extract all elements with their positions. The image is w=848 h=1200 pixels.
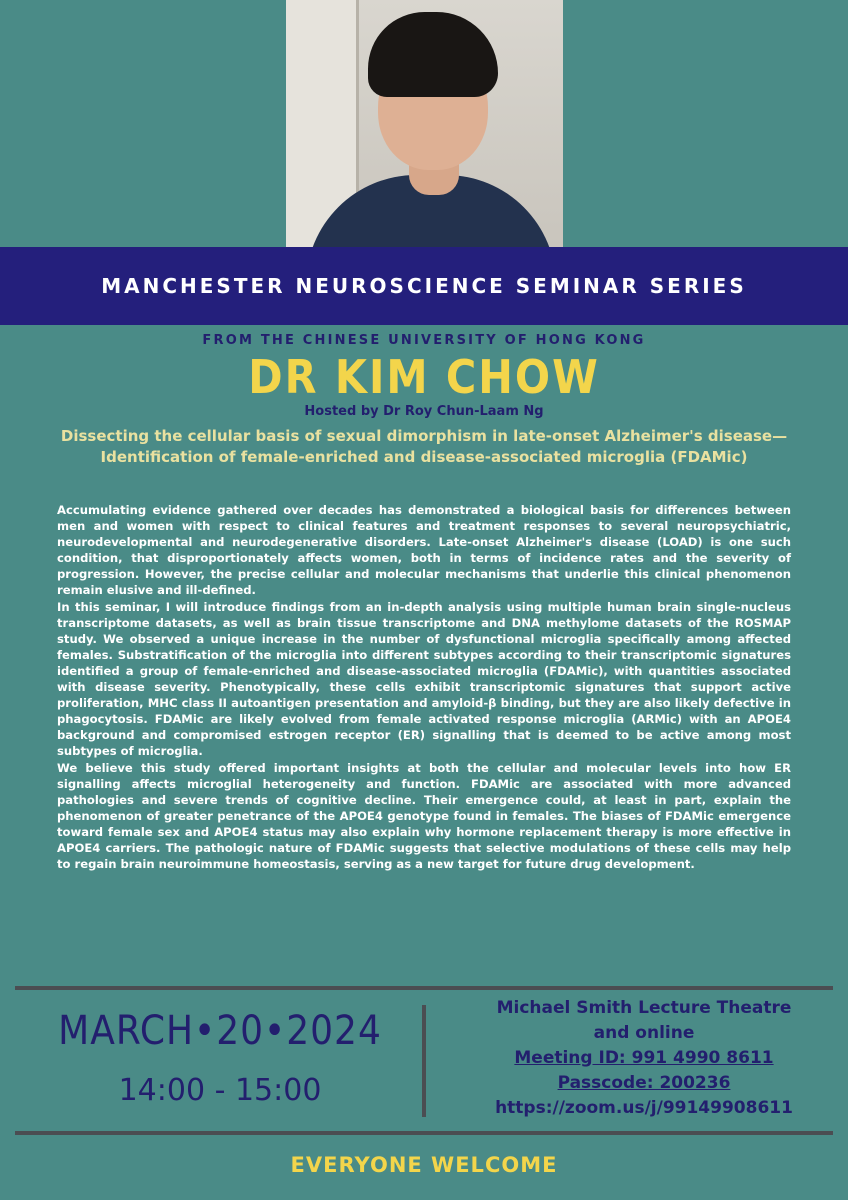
abstract-paragraph: In this seminar, I will introduce findings from an in-depth analysis using multiple human brain single-nucleus transcriptome datasets, as well as brain tissue transcriptome and DNA methylome datasets of the ROSMAP study. We observed a unique increase in the number of dysfunctional microglia specifically among affected females. Substratification of the microglia into different subtypes according to their transcriptomic signatures identified a group of female-enriched and disease-associated microglia (FDAMic), with quantities associated with disease severity. Phenotypically, these cells exhibit transcriptomic signatures that support active proliferation, MHC class II autoantigen presentation and amyloid-β binding, but they are also likely defective in phagocytosis. FDAMic are likely evolved from female activated response microglia (ARMic) with an APOE4 background and compromised estrogen receptor (ER) signalling that is deemed to be active among most subtypes of microglia. bbox=[57, 599, 791, 759]
meeting-id-link[interactable]: Meeting ID: 991 4990 8611 bbox=[514, 1048, 774, 1068]
abstract-paragraph: We believe this study offered important insights at both the cellular and molecular levels into how ER signalling affects microglial heterogeneity and function. FDAMic are associated with more advanced pathologies and severe trends of cognitive decline. Their emergence could, at least in part, explain the phenomenon of greater penetrance of the APOE4 genotype found in females. The biases of FDAMic emergence toward female sex and APOE4 status may also explain why hormone replacement therapy is more effective in APOE4 carriers. The pathologic nature of FDAMic suggests that selective modulations of these cells may help to regain brain neuroimmune homeostasis, serving as a new target for future drug development. bbox=[57, 760, 791, 872]
zoom-url[interactable]: https://zoom.us/j/99149908611 bbox=[495, 1098, 793, 1118]
host-line: Hosted by Dr Roy Chun-Laam Ng bbox=[304, 404, 544, 419]
event-date: MARCH•20•2024 bbox=[58, 1008, 382, 1054]
welcome-text: EVERYONE WELCOME bbox=[290, 1153, 558, 1177]
speaker-affiliation: FROM THE CHINESE UNIVERSITY OF HONG KONG bbox=[202, 333, 646, 348]
series-title: MANCHESTER NEUROSCIENCE SEMINAR SERIES bbox=[101, 274, 747, 298]
speaker-name: DR KIM CHOW bbox=[248, 350, 600, 404]
abstract-paragraph: Accumulating evidence gathered over decades has demonstrated a biological basis for differences between men and women with respect to clinical features and treatment responses to several neuropsychiatric, neurodevelopmental and neurodegenerative disorders. Late-onset Alzheimer's disease (LOAD) is one such condition, that disproportionately affects women, both in terms of incidence rates and the severity of progression. However, the precise cellular and molecular mechanisms that underlie this clinical phenomenon remain elusive and ill-defined. bbox=[57, 503, 791, 598]
talk-title: Dissecting the cellular basis of sexual dimorphism in late-onset Alzheimer's disease—Identification of female-enriched and disease-associated microglia (FDAMic) bbox=[60, 427, 788, 466]
speaker-photo bbox=[286, 0, 563, 247]
bottom-divider bbox=[15, 1131, 833, 1135]
top-divider bbox=[15, 986, 833, 990]
venue-block bbox=[440, 996, 848, 1121]
event-time: 14:00 - 15:00 bbox=[118, 1073, 322, 1108]
venue-name: Michael Smith Lecture Theatre bbox=[496, 998, 792, 1018]
series-banner bbox=[0, 247, 848, 325]
passcode-link[interactable]: Passcode: 200236 bbox=[557, 1073, 731, 1093]
abstract bbox=[57, 502, 791, 872]
venue-online: and online bbox=[593, 1023, 695, 1043]
